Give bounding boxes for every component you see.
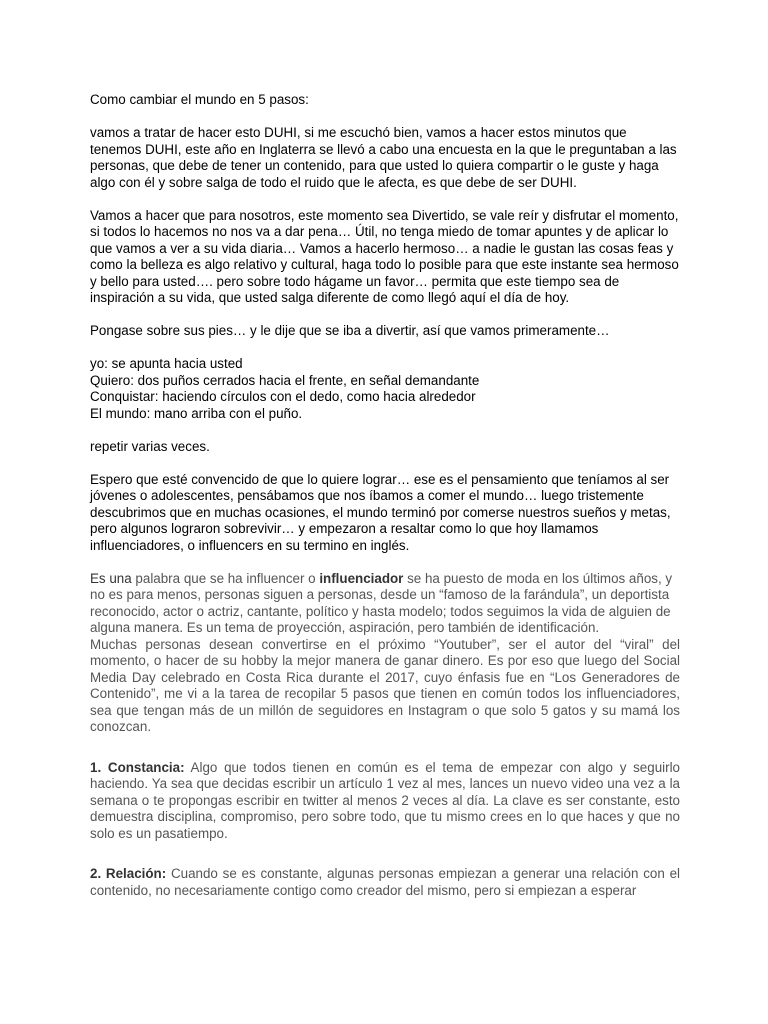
paragraph-pongase: Pongase sobre sus pies… y le dije que se iba a divertir, así que vamos primeramente… [90, 323, 610, 338]
list-item: El mundo: mano arriba con el puño. [90, 405, 303, 421]
list-item: yo: se apunta hacia usted [90, 356, 243, 371]
influencer-lead: Es una [90, 570, 132, 586]
step-constancia [90, 759, 684, 843]
step-constancia-text: Algo que todos tienen en común es el tema de empezar con algo y seguirlo haciendo. Ya sea que decidas escribir un artículo 1 vez al mes, lances un nuevo video una vez a la semana o te propongas escribir en twitter al menos 2 veces al día. La clave es ser constante, esto demuestra disciplina, compromiso, pero sobre todo, que tu mismo crees en lo que haces y que no solo es un pasatiempo. [90, 759, 684, 841]
influencer-rest: se ha puesto de moda en los últimos años, y no es para menos, personas siguen a personas, desde un “famoso de la farándula”, un deportista reconocido, actor o actriz, cantante, político y hasta modelo; todos seguimos la vida de alguien de alguna manera. Es un tema de proyección, aspiración, pero también de identificación. [90, 570, 676, 635]
step-relacion-heading: 2. Relación: [90, 866, 167, 881]
document-page [90, 92, 684, 916]
step-constancia-heading: 1. Constancia: [90, 759, 185, 775]
paragraph-divertido: Vamos a hacer que para nosotros, este momento sea Divertido, se vale reír y disfrutar el momento, si todos lo hacemos no nos va a dar pena… Útil, no tenga miedo de tomar apuntes y de aplicar lo que vamos a ver a su vida diaria… Vamos a hacerlo hermoso… a nadie le gustan las cosas feas y como la belleza es algo relativo y cultural, haga todo lo posible para que este instante sea hermoso y bello para usted…. pero sobre todo hágame un favor… permita que este tiempo sea de inspiración a su vida, que usted salga diferente de como llegó aquí el día de hoy. [90, 207, 679, 305]
influencer-mid: palabra que se ha influencer o [131, 570, 320, 586]
step-relacion [90, 866, 684, 899]
paragraph-duhi: vamos a tratar de hacer esto DUHI, si me escuchó bien, vamos a hacer estos minutos que tenemos DUHI, este año en Inglaterra se llevó a cabo una encuesta en la que le preguntaban a las personas, que debe de tener un contenido, para que usted lo quiera compartir o le guste y haga algo con él y sobre salga de todo el ruido que le afecta, es que debe de ser DUHI. [90, 125, 677, 190]
paragraph-espero: Espero que esté convencido de que lo quiere lograr… ese es el pensamiento que teníamos al ser jóvenes o adolescentes, pensábamos que nos íbamos a comer el mundo… luego tristemente descubrimos que en muchas ocasiones, el mundo terminó por comerse nuestros sueños y metas, pero algunos lograron sobrevivir… y empezaron a resaltar como lo que hoy llamamos influenciadores, o influencers en su termino en inglés. [90, 471, 671, 553]
paragraph-influencer [90, 571, 680, 637]
document-title: Como cambiar el mundo en 5 pasos: [90, 92, 309, 107]
paragraph-repetir: repetir varias veces. [90, 438, 210, 454]
paragraph-youtuber: Muchas personas desean convertirse en el próximo “Youtuber”, ser el autor del “viral” del momento, o hacer de su hobby la mejor manera de ganar dinero. Es por eso que luego del Social Media Day celebrado en Costa Rica durante el 2017, cuyo énfasis fue en “Los Generadores de Contenido”, me vi a la tarea de recopilar 5 pasos que tienen en común todos los influenciadores, sea que tengan más de un millón de seguidores en Instagram o que solo 5 gatos y su mamá los conozcan. [90, 636, 680, 734]
gesture-list [90, 356, 680, 422]
list-item: Quiero: dos puños cerrados hacia el frente, en señal demandante [90, 372, 480, 388]
step-relacion-text: Cuando se es constante, algunas personas empiezan a generar una relación con el contenido, no necesariamente contigo como creador del mismo, pero si empiezan a esperar [90, 866, 684, 898]
list-item: Conquistar: haciendo círculos con el dedo, como hacia alrededor [90, 389, 476, 404]
influencer-bold: influenciador [319, 570, 404, 586]
